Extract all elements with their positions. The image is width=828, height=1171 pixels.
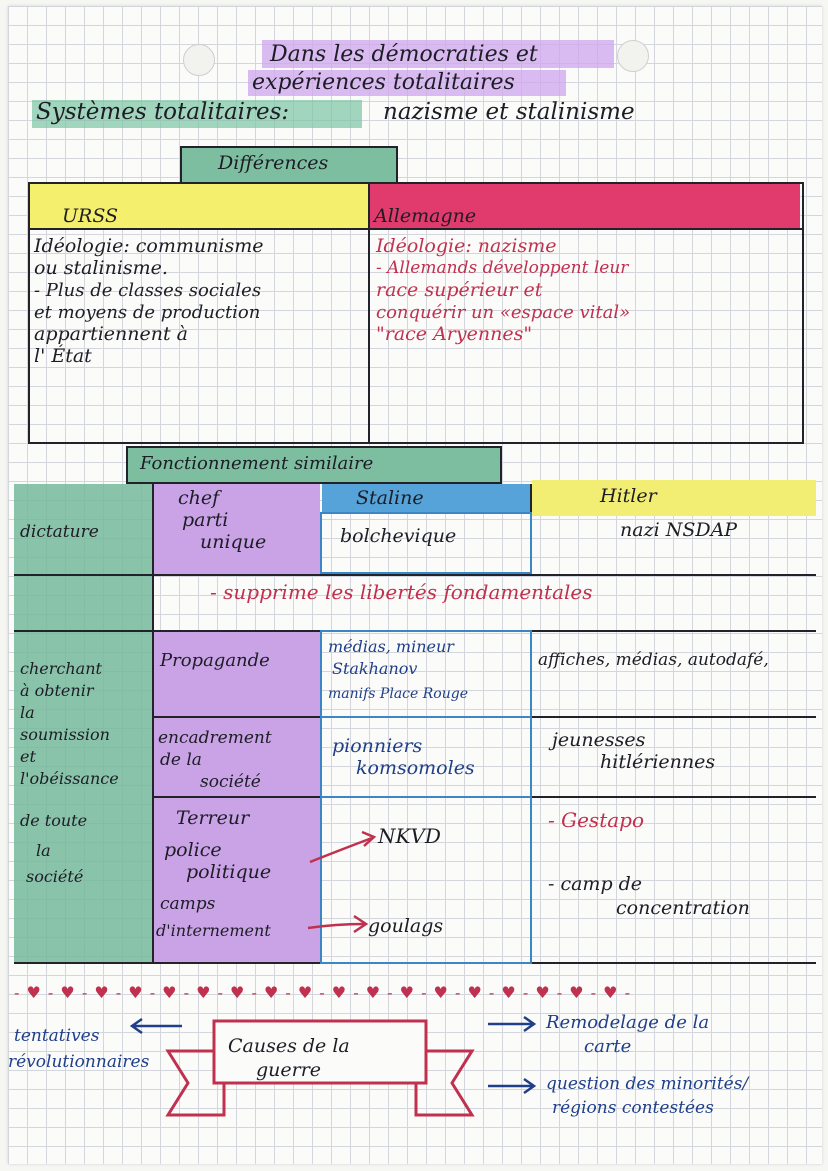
chef-parti-line: chef [178,487,220,509]
subtitle-left: Systèmes totalitaires: [36,99,290,125]
causes-left: révolutionnaires [8,1052,150,1072]
hitler-encadrement: jeunesses [552,729,646,751]
staline-label: Staline [356,487,424,509]
left-col-line: soumission [20,725,110,744]
urss-line: appartiennent à [34,323,188,345]
terreur-line: d'internement [156,921,271,940]
causes-banner-line: Causes de la [228,1035,350,1057]
gestapo-text: - Gestapo [548,808,644,832]
dictature-label: dictature [20,522,99,542]
causes-right-2: question des minorités/ [546,1074,749,1094]
nkvd-text: NKVD [378,824,441,848]
left-col-line: l'obéissance [20,769,119,788]
staline-encadrement: komsomoles [356,757,475,779]
urss-line: ou stalinisme. [34,257,168,279]
terreur-line: camps [160,894,216,914]
arrow-to-goulags [308,924,364,928]
urss-line: et moyens de production [34,302,261,323]
arrow-left-icon [126,1016,186,1036]
hitler-propagande: affiches, médias, autodafé, [538,650,769,670]
bolchevique-text: bolchevique [340,525,457,547]
differences-header-line [28,228,802,230]
allemagne-line: - Allemands développent leur [376,258,629,278]
goulags-text: goulags [368,915,444,937]
causes-banner-line: guerre [256,1059,322,1081]
differences-heading: Différences [218,152,329,174]
causes-left: tentatives [14,1026,100,1046]
hitler-encadrement: hitlériennes [600,751,716,773]
arrow-right-icon [484,1076,544,1096]
terreur-arrows [300,820,390,940]
left-col-line: la [20,703,35,722]
encadrement-line: de la [160,750,202,770]
chef-parti-line: parti [182,509,229,531]
title-line-1: Dans les démocraties et [270,42,538,67]
staline-encadrement: pionniers [332,735,423,757]
propagande-label: Propagande [160,650,270,671]
libertes-text: - supprime les libertés fondamentales [210,580,593,604]
terreur-line: police [164,839,222,861]
left-col-line: et [20,747,36,766]
allemagne-line: conquérir un «espace vital» [376,302,631,323]
hitler-header-bg [532,480,816,516]
causes-right-1: carte [584,1036,632,1057]
left-col-line: de toute [20,811,88,830]
arrow-right-icon [484,1014,544,1034]
terreur-line: politique [186,861,272,883]
title-line-2: expériences totalitaires [252,70,515,95]
similar-heading: Fonctionnement similaire [140,453,374,474]
causes-right-2: régions contestées [552,1098,714,1118]
causes-right-1: Remodelage de la [546,1012,710,1033]
punch-hole-right [617,40,649,72]
urss-line: - Plus de classes sociales [34,280,262,301]
left-col-line: société [26,867,84,886]
left-col-line: la [36,841,51,860]
staline-header-bg [322,484,530,514]
camp-line: concentration [616,897,750,919]
chef-parti-line: unique [200,531,267,553]
urss-label: URSS [62,205,119,227]
allemagne-label: Allemagne [374,205,477,227]
terreur-line: Terreur [176,807,250,829]
col-line [152,484,154,964]
blue-row-line [320,796,530,798]
nazi-text: nazi NSDAP [620,519,738,541]
left-col-line: à obtenir [20,681,94,700]
blue-row-line [320,716,530,718]
urss-line: l' État [34,345,92,367]
camp-line: - camp de [548,873,643,895]
allemagne-line: Idéologie: nazisme [376,235,557,257]
row-line [14,574,816,576]
urss-line: Idéologie: communisme [34,235,264,257]
encadrement-line: encadrement [158,728,272,748]
allemagne-line: "race Aryennes" [376,323,533,345]
staline-propagande: médias, mineur [328,637,454,656]
left-col-line: cherchant [20,659,102,678]
allemagne-line: race supérieur et [376,279,543,301]
hearts-divider: - ♥ - ♥ - ♥ - ♥ - ♥ - ♥ - ♥ - ♥ - ♥ - ♥ - ♥ - ♥ - ♥ - ♥ - ♥ - ♥ - ♥ - ♥ - [14,983,631,1002]
staline-propagande: Stakhanov [332,659,418,678]
differences-divider [368,182,370,442]
staline-propagande: manifs Place Rouge [328,686,468,702]
hitler-label: Hitler [600,485,657,507]
encadrement-line: société [200,772,261,792]
arrow-to-nkvd [310,838,372,862]
punch-hole-left [183,44,215,76]
subtitle-right: nazisme et stalinisme [383,99,635,125]
